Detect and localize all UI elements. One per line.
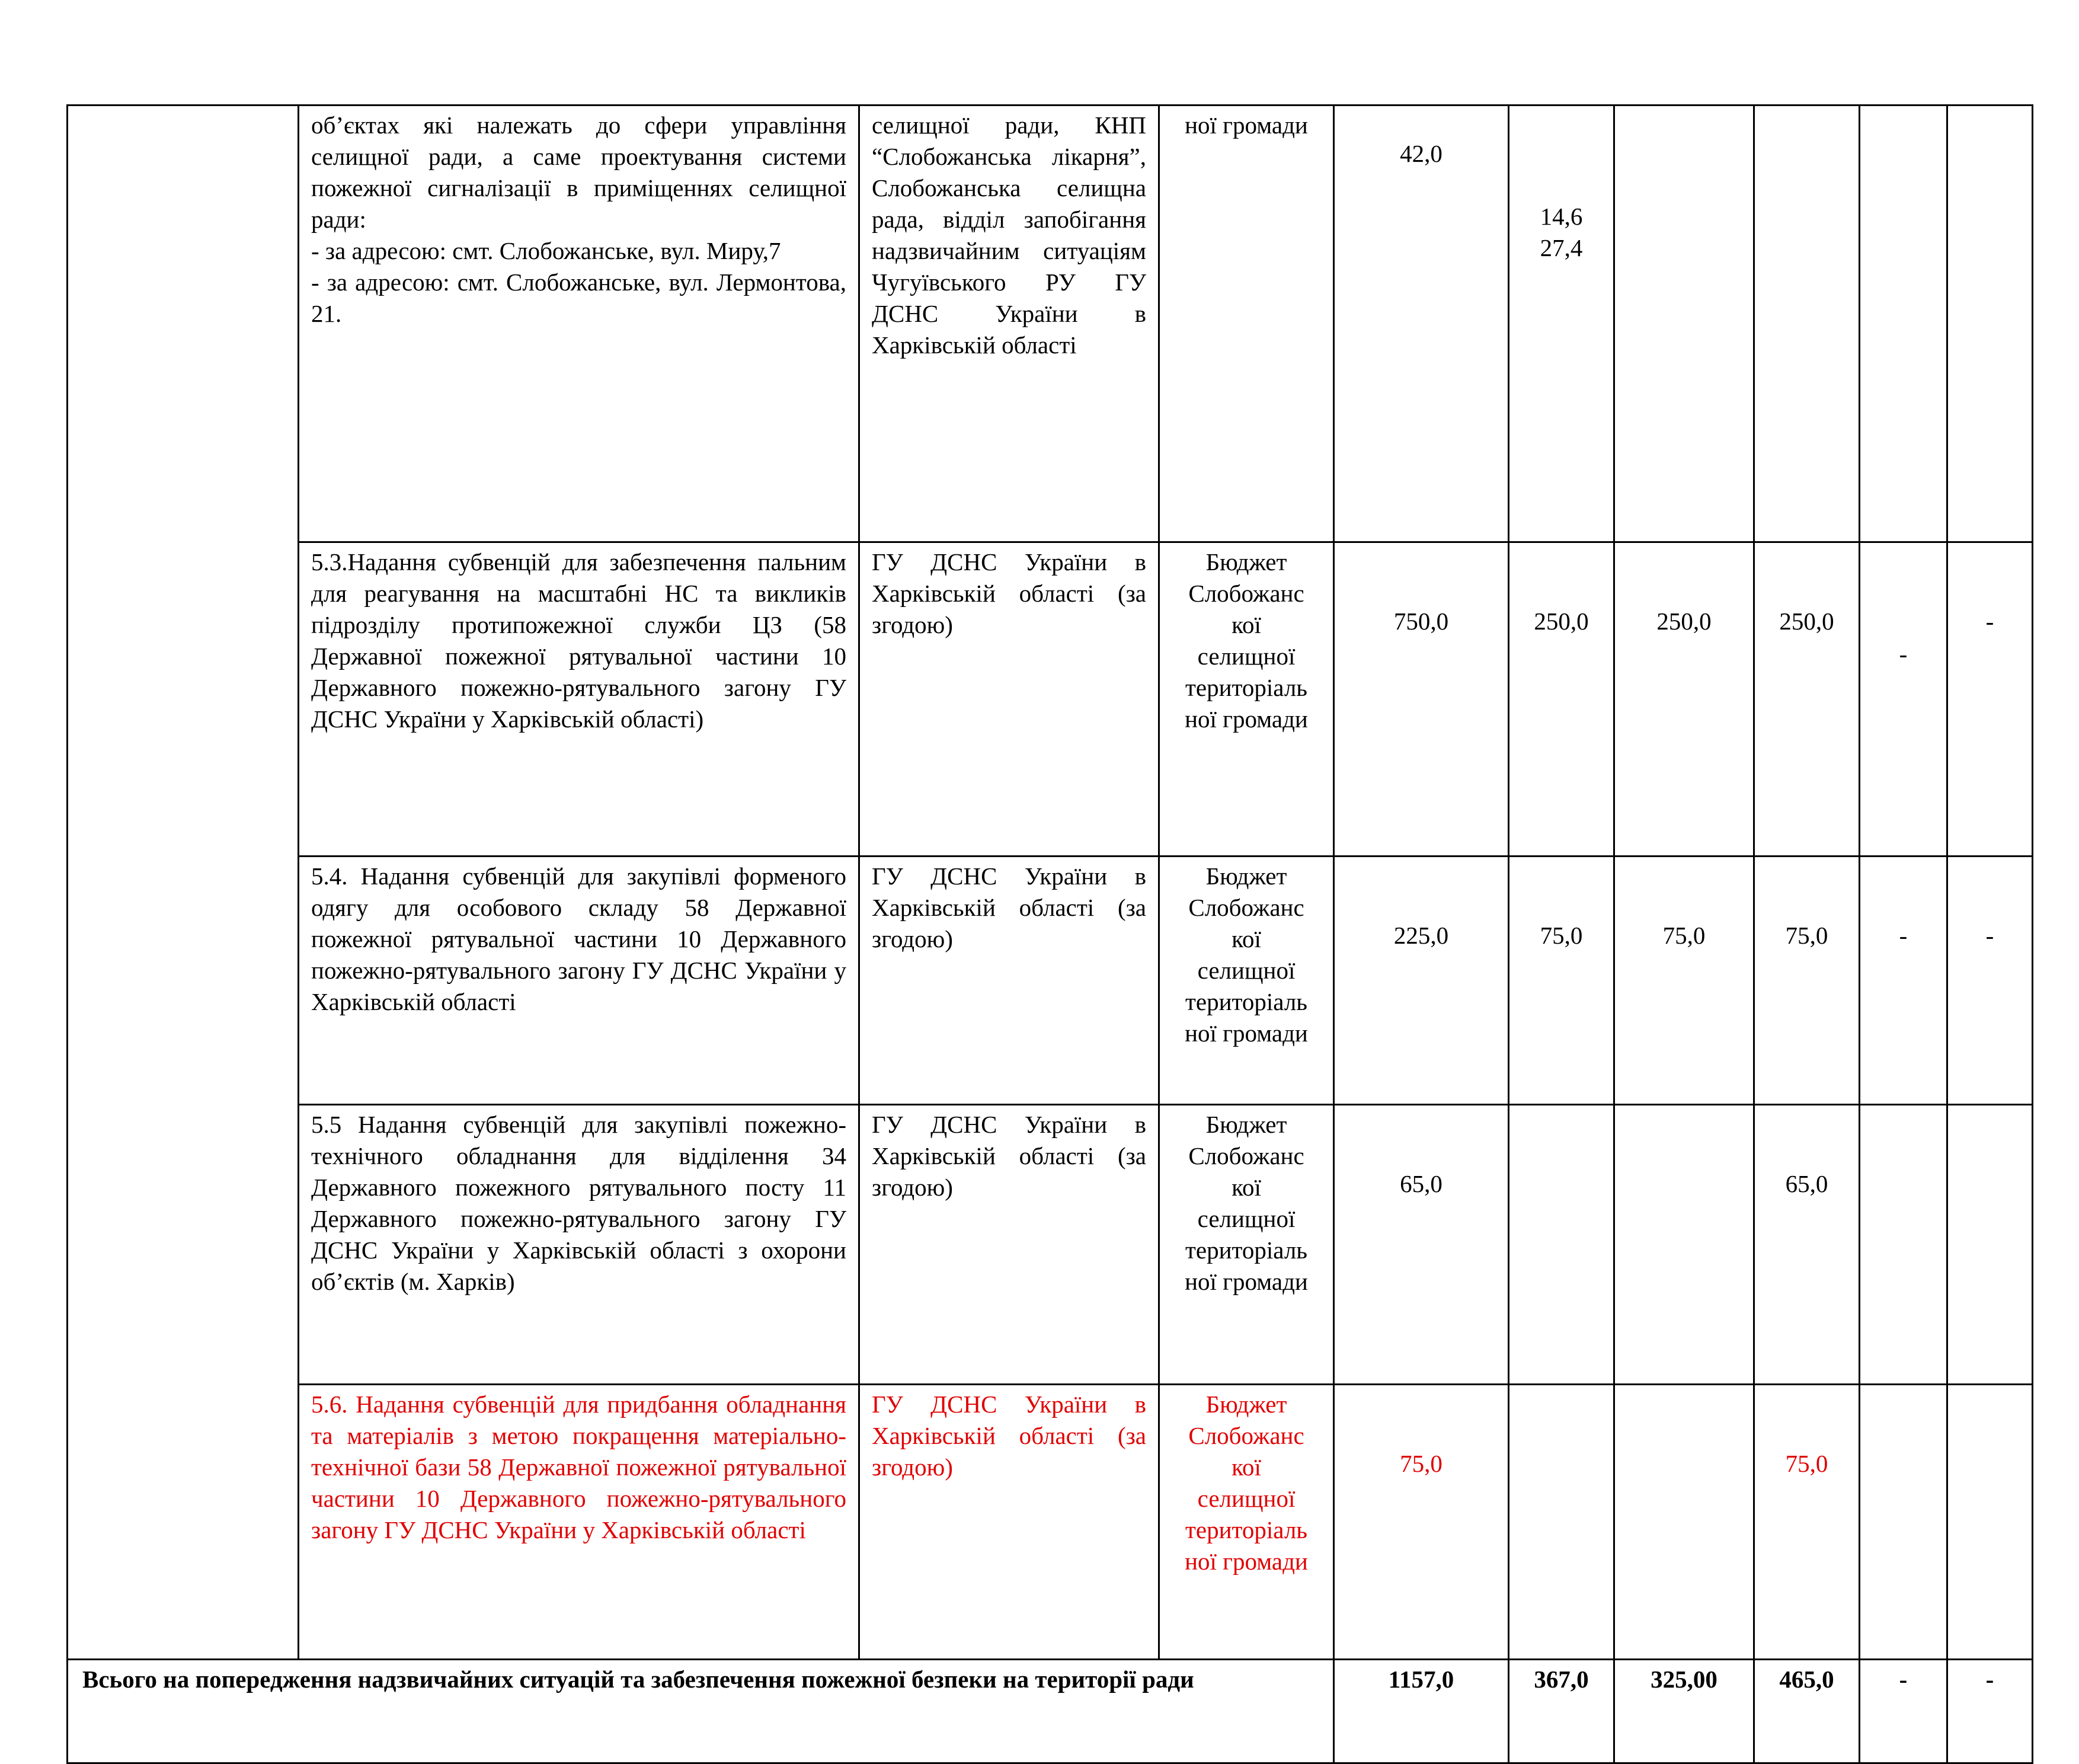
blank-first-column bbox=[68, 106, 299, 1660]
measure-description: 5.3.Надання субвенцій для забезпечення пальним для реагування на масштабні НС та викликів підрозділу протипожежної служби ЦЗ (58 Державної пожежної рятувальної частини 10 Державного пожежно-рятувального загону ГУ ДСНС України у Харківській області) bbox=[299, 542, 859, 857]
year1-cell bbox=[1509, 1105, 1614, 1385]
measure-description: об’єктах які належать до сфери управління селищної ради, а саме проектування системи пожежної сигналізації в приміщеннях селищної ради: - за адресою: смт. Слобожанське, вул. Миру,7 - за адресою: смт. Слобожанське, вул. Лермонтова, 21. bbox=[299, 106, 859, 542]
year2-cell bbox=[1614, 106, 1754, 542]
year4-cell: - bbox=[1860, 542, 1947, 857]
budget-table bbox=[66, 104, 2033, 1764]
measure-description: 5.5 Надання субвенцій для закупівлі пожежно-технічного обладнання для відділення 34 Державного пожежного рятувального посту 11 Державного пожежно-рятувального загону ГУ ДСНС України у Харківській області з охорони об’єктів (м. Харків) bbox=[299, 1105, 859, 1385]
year3-cell: 75,0 bbox=[1754, 857, 1860, 1105]
summary-total: 1157,0 bbox=[1334, 1660, 1509, 1763]
year5-cell: - bbox=[1947, 542, 2033, 857]
year1-cell: 14,6 27,4 bbox=[1509, 106, 1614, 542]
total-cell: 65,0 bbox=[1334, 1105, 1509, 1385]
table-row bbox=[68, 106, 2033, 542]
funding-source-cell: Бюджет Слобожанс кої селищної територіаль ної громади bbox=[1159, 542, 1334, 857]
total-cell: 750,0 bbox=[1334, 542, 1509, 857]
year5-cell: - bbox=[1947, 857, 2033, 1105]
year5-cell bbox=[1947, 1105, 2033, 1385]
year4-cell bbox=[1860, 106, 1947, 542]
executor-cell: ГУ ДСНС України в Харківській області (за згодою) bbox=[859, 542, 1159, 857]
measure-description: 5.6. Надання субвенцій для придбання обладнання та матеріалів з метою покращення матеріально-технічної бази 58 Державної пожежної рятувальної частини 10 Державного пожежно-рятувального загону ГУ ДСНС України у Харківській області bbox=[299, 1385, 859, 1660]
year1-cell bbox=[1509, 1385, 1614, 1660]
total-cell: 75,0 bbox=[1334, 1385, 1509, 1660]
measure-description: 5.4. Надання субвенцій для закупівлі форменого одягу для особового складу 58 Державної пожежної рятувальної частини 10 Державного пожежно-рятувального загону ГУ ДСНС України у Харківській області bbox=[299, 857, 859, 1105]
table-row bbox=[68, 857, 2033, 1105]
year5-cell bbox=[1947, 106, 2033, 542]
year4-cell bbox=[1860, 1385, 1947, 1660]
year2-cell: 75,0 bbox=[1614, 857, 1754, 1105]
total-cell: 42,0 bbox=[1334, 106, 1509, 542]
table-row bbox=[68, 542, 2033, 857]
summary-year3: 465,0 bbox=[1754, 1660, 1860, 1763]
executor-cell: селищної ради, КНП “Слобожанська лікарня”, Слобожанська селищна рада, відділ запобігання надзвичайним ситуаціям Чугуївського РУ ГУ ДСНС України в Харківській області bbox=[859, 106, 1159, 542]
summary-row bbox=[68, 1660, 2033, 1763]
year2-cell: 250,0 bbox=[1614, 542, 1754, 857]
summary-year4: - bbox=[1860, 1660, 1947, 1763]
summary-year5: - bbox=[1947, 1660, 2033, 1763]
funding-source-cell: Бюджет Слобожанс кої селищної територіаль ної громади bbox=[1159, 857, 1334, 1105]
funding-source-cell: Бюджет Слобожанс кої селищної територіаль ної громади bbox=[1159, 1105, 1334, 1385]
year2-cell bbox=[1614, 1385, 1754, 1660]
year3-cell bbox=[1754, 106, 1860, 542]
table-row bbox=[68, 1105, 2033, 1385]
summary-label: Всього на попередження надзвичайних ситуацій та забезпечення пожежної безпеки на території ради bbox=[68, 1660, 1334, 1763]
year3-cell: 250,0 bbox=[1754, 542, 1860, 857]
year5-cell bbox=[1947, 1385, 2033, 1660]
executor-cell: ГУ ДСНС України в Харківській області (за згодою) bbox=[859, 1105, 1159, 1385]
year1-cell: 250,0 bbox=[1509, 542, 1614, 857]
executor-cell: ГУ ДСНС України в Харківській області (за згодою) bbox=[859, 857, 1159, 1105]
table-row-highlighted bbox=[68, 1385, 2033, 1660]
year4-cell: - bbox=[1860, 857, 1947, 1105]
summary-year2: 325,00 bbox=[1614, 1660, 1754, 1763]
funding-source-cell: ної громади bbox=[1159, 106, 1334, 542]
year4-cell bbox=[1860, 1105, 1947, 1385]
total-cell: 225,0 bbox=[1334, 857, 1509, 1105]
year1-cell: 75,0 bbox=[1509, 857, 1614, 1105]
year2-cell bbox=[1614, 1105, 1754, 1385]
funding-source-cell: Бюджет Слобожанс кої селищної територіаль ної громади bbox=[1159, 1385, 1334, 1660]
executor-cell: ГУ ДСНС України в Харківській області (за згодою) bbox=[859, 1385, 1159, 1660]
summary-year1: 367,0 bbox=[1509, 1660, 1614, 1763]
year3-cell: 75,0 bbox=[1754, 1385, 1860, 1660]
year3-cell: 65,0 bbox=[1754, 1105, 1860, 1385]
